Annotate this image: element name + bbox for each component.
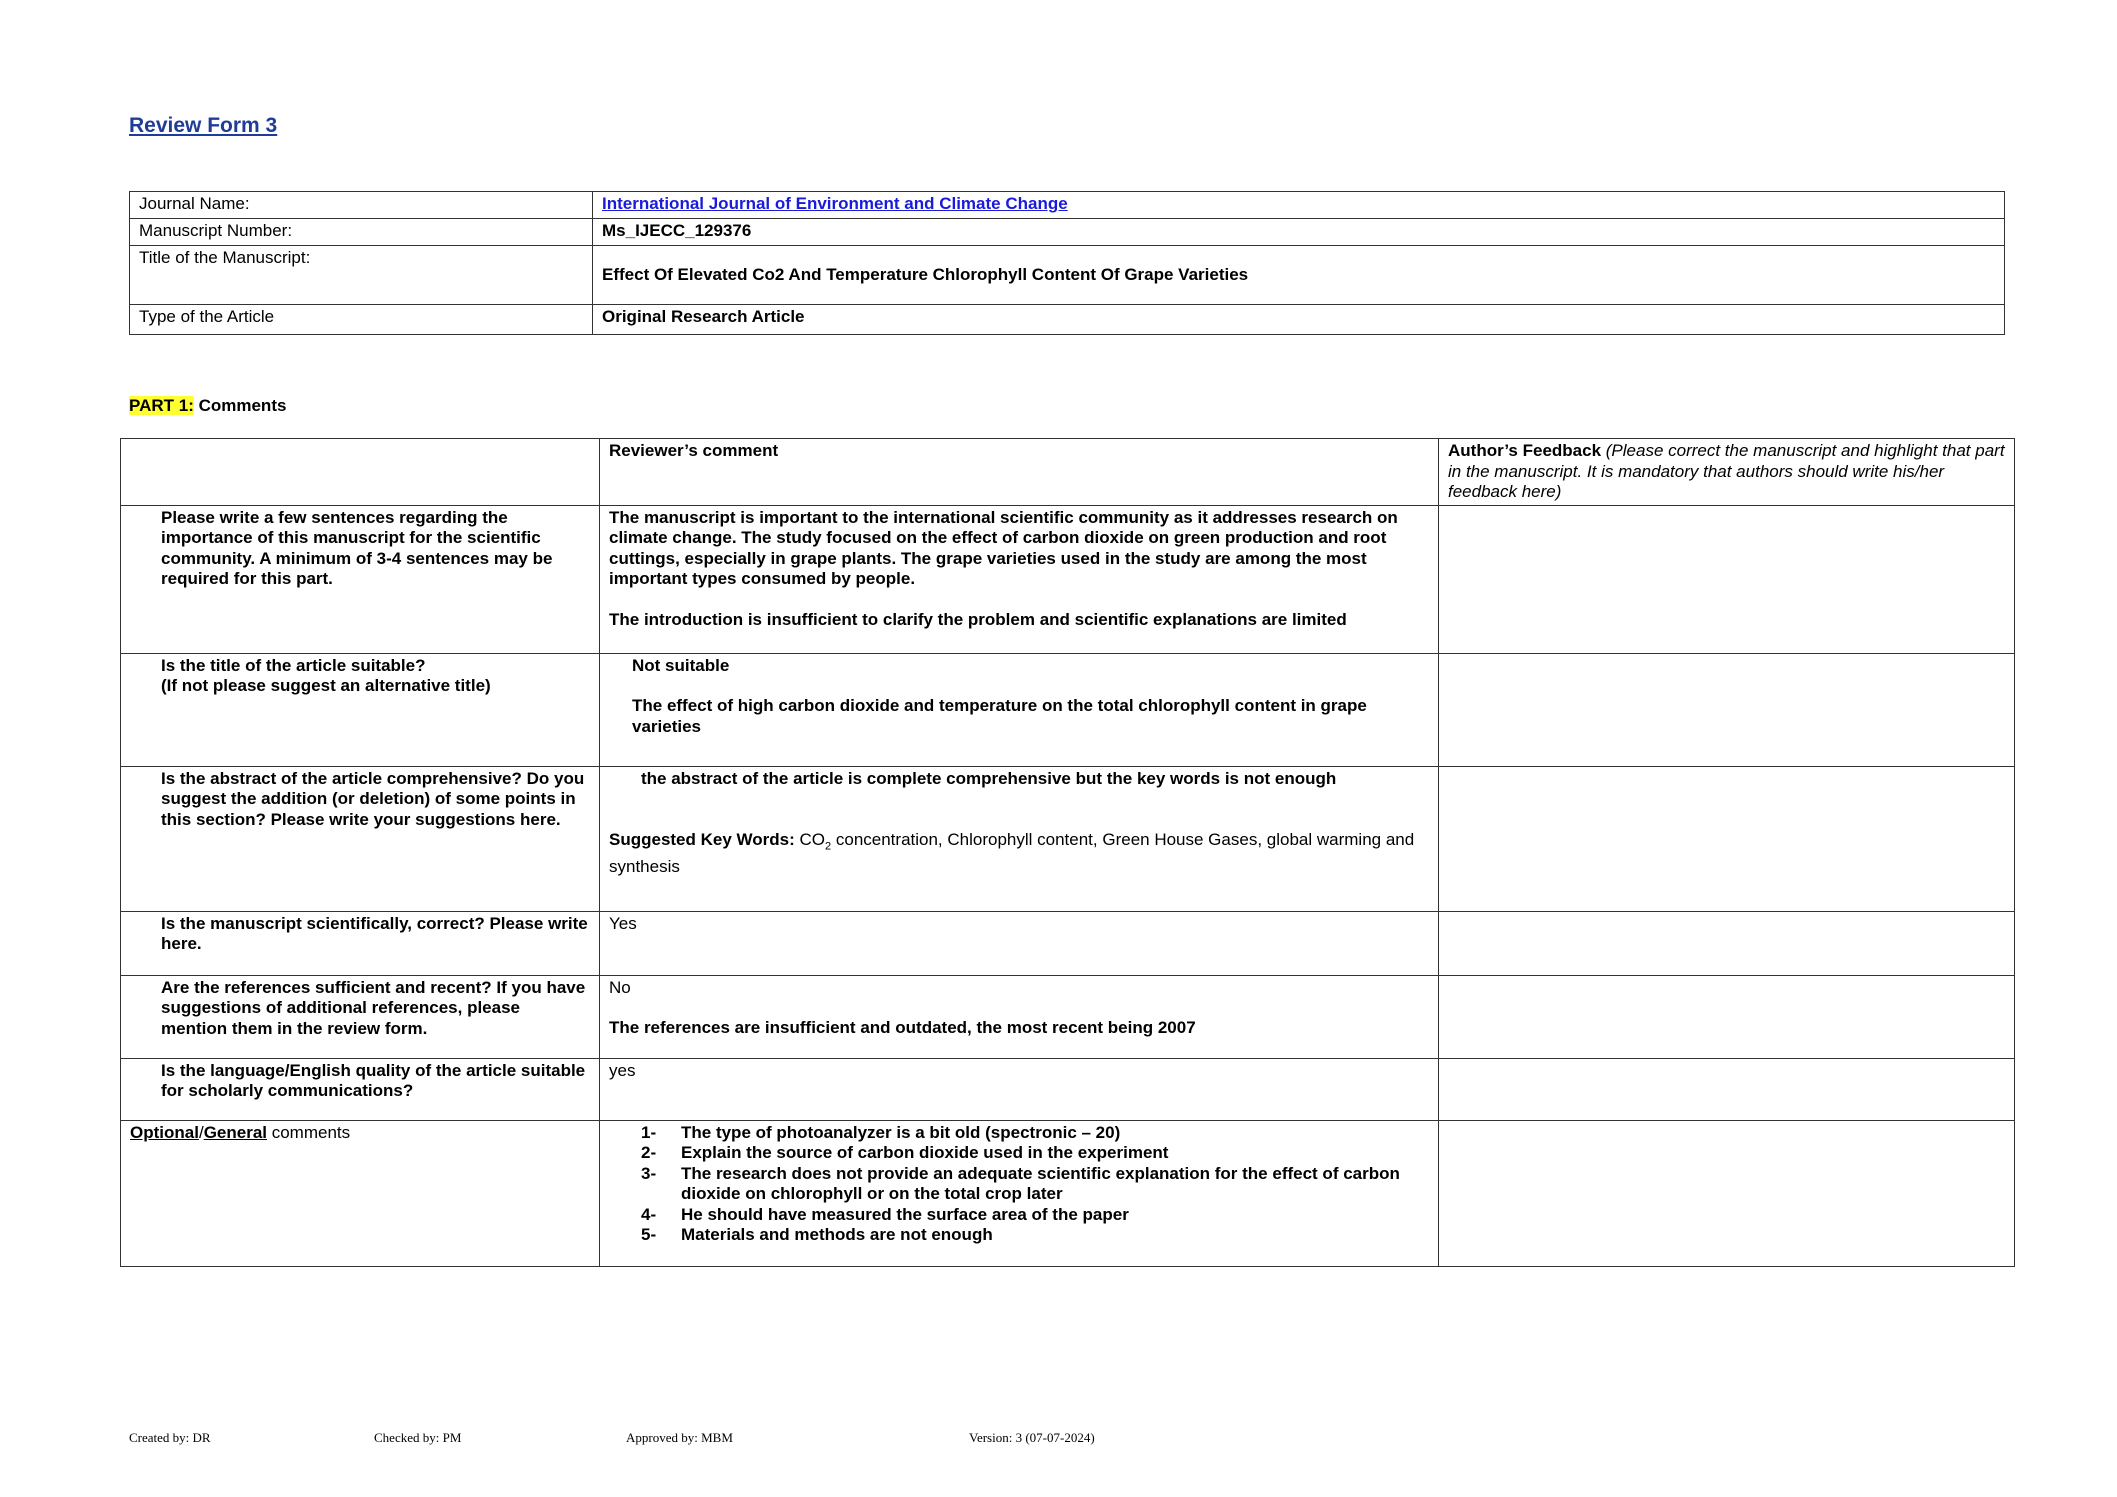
author-feedback[interactable] [1439, 1058, 2015, 1120]
title-label: Title of the Manuscript: [130, 246, 593, 305]
author-feedback[interactable] [1439, 653, 2015, 766]
list-item: 1- The type of photoanalyzer is a bit old (spectronic – 20) [641, 1122, 1121, 1142]
footer-version: Version: 3 (07-07-2024) [969, 1430, 1095, 1445]
question: Is the title of the article suitable? (If not please suggest an alternative title) [121, 653, 600, 766]
reviewer-comment: No The references are insufficient and outdated, the most recent being 2007 [600, 975, 1439, 1058]
manuscript-info-table [129, 191, 2005, 335]
table-row [121, 653, 2015, 766]
table-row [121, 911, 2015, 975]
part-text: Comments [193, 396, 287, 415]
reviewer-comment: Yes [600, 911, 1439, 975]
table-row [121, 505, 2015, 653]
author-feedback[interactable] [1439, 505, 2015, 653]
list-item: 4- He should have measured the surface area of the paper [641, 1204, 1129, 1224]
optional-label: Optional/General comments [121, 1120, 600, 1266]
type-value: Original Research Article [593, 305, 2005, 335]
table-row [121, 975, 2015, 1058]
question: Are the references sufficient and recent? If you have suggestions of additional references, please mention them in the review form. [121, 975, 600, 1058]
journal-link[interactable]: International Journal of Environment and Climate Change [602, 194, 1068, 213]
author-feedback[interactable] [1439, 766, 2015, 911]
question: Is the manuscript scientifically, correct? Please write here. [121, 911, 600, 975]
question: Please write a few sentences regarding the importance of this manuscript for the scientific community. A minimum of 3-4 sentences may be required for this part. [121, 505, 600, 653]
optional-comments [600, 1120, 1439, 1266]
table-row [121, 766, 2015, 911]
comments-table [120, 438, 2015, 1267]
question: Is the abstract of the article comprehensive? Do you suggest the addition (or deletion) of some points in this section? Please write your suggestions here. [121, 766, 600, 911]
footer-approved: Approved by: MBM [626, 1430, 733, 1445]
footer-created: Created by: DR [129, 1430, 211, 1445]
header-row [121, 439, 2015, 506]
author-header: Author’s Feedback (Please correct the manuscript and highlight that part in the manuscript. It is mandatory that authors should write his/her feedback here) [1439, 439, 2015, 506]
list-item: 2- Explain the source of carbon dioxide used in the experiment [641, 1143, 1169, 1162]
author-feedback[interactable] [1439, 975, 2015, 1058]
reviewer-comment: yes [600, 1058, 1439, 1120]
list-item: 3- The research does not provide an adequate scientific explanation for the effect of carbon dioxide on chlorophyll or on the total crop later [641, 1163, 1400, 1203]
part-label: PART 1: [129, 396, 194, 415]
form-title: Review Form 3 [129, 114, 278, 137]
list-item: 5- Materials and methods are not enough [641, 1225, 993, 1244]
part-heading [129, 396, 286, 416]
reviewer-comment: Not suitable The effect of high carbon dioxide and temperature on the total chlorophyll content in grape varieties [600, 653, 1439, 766]
table-row [121, 1058, 2015, 1120]
optional-row [121, 1120, 2015, 1266]
title-value: Effect Of Elevated Co2 And Temperature Chlorophyll Content Of Grape Varieties [593, 246, 2005, 305]
reviewer-comment: the abstract of the article is complete comprehensive but the key words is not enough Suggested Key Words: $CO_2$ concentration, Chlorophyll content, Green House Gases, global warming and synthesis [600, 766, 1439, 911]
reviewer-comment: The manuscript is important to the international scientific community as it addresses research on climate change. The study focused on the effect of carbon dioxide on green production and root cuttings, especially in grape plants. The grape varieties used in the study are among the most important types consumed by people. The introduction is insufficient to clarify the problem and scientific explanations are limited [600, 505, 1439, 653]
reviewer-header: Reviewer’s comment [600, 439, 1439, 506]
ms-value: Ms_IJECC_129376 [593, 219, 2005, 246]
ms-label: Manuscript Number: [130, 219, 593, 246]
footer-checked: Checked by: PM [374, 1430, 462, 1445]
question: Is the language/English quality of the article suitable for scholarly communications? [121, 1058, 600, 1120]
author-feedback[interactable] [1439, 911, 2015, 975]
type-label: Type of the Article [130, 305, 593, 335]
journal-label: Journal Name: [130, 192, 593, 219]
author-feedback[interactable] [1439, 1120, 2015, 1266]
